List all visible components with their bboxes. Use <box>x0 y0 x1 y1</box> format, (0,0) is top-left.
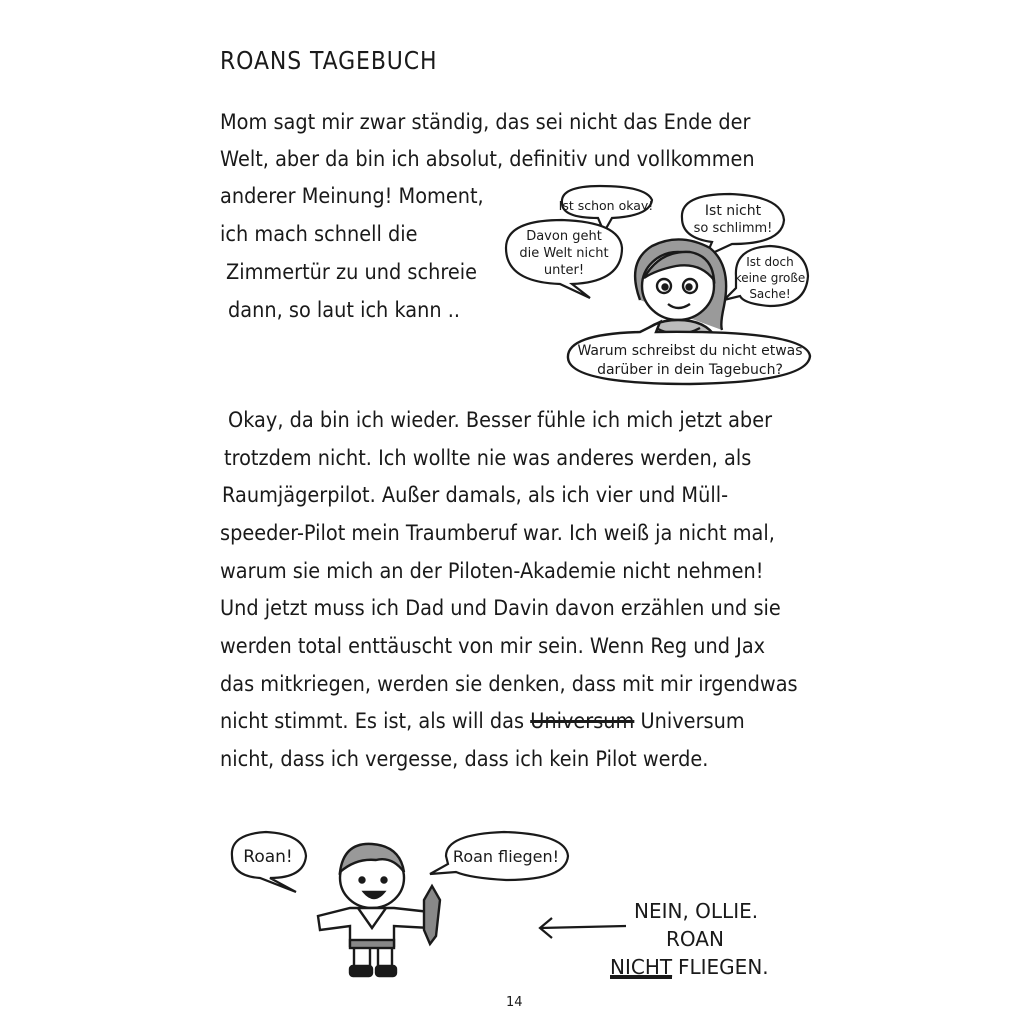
caption-line: NEIN, OLLIE. <box>634 899 759 923</box>
bubble-text: darüber in dein Tagebuch? <box>597 362 783 378</box>
text-line: Okay, da bin ich wieder. Besser fühle ich mich jetzt aber <box>228 408 773 432</box>
text-line: trotzdem nicht. Ich wollte nie was anderes werden, als <box>224 446 752 470</box>
caption-line: FLIEGEN. <box>678 955 769 979</box>
caption-line: ROAN <box>666 927 724 951</box>
bubble-text: so schlimm! <box>693 221 773 236</box>
text-line: Und jetzt muss ich Dad und Davin davon erzählen und sie <box>220 596 781 620</box>
bubble-text: Warum schreibst du nicht etwas <box>577 343 803 359</box>
crossed-out-word: Universum <box>530 709 635 733</box>
bubble-text: Ist doch <box>746 255 794 269</box>
bubble-text: Sache! <box>749 287 791 301</box>
bubble-text: unter! <box>543 263 585 278</box>
text-line: Zimmertür zu und schreie <box>226 260 478 284</box>
text-line: werden total enttäuscht von mir sein. Wenn Reg und Jax <box>220 634 766 658</box>
bubble-text: keine große <box>734 271 806 285</box>
speech-bubble <box>232 832 306 892</box>
arrow-icon <box>540 918 626 938</box>
speech-bubble <box>430 832 568 880</box>
caption-underlined-word: NICHT <box>610 955 673 979</box>
text-line: Raumjägerpilot. Außer damals, als ich vier und Müll- <box>222 483 729 507</box>
text-segment: nicht stimmt. Es ist, als will das <box>220 709 525 733</box>
text-line: dann, so laut ich kann .. <box>228 298 461 322</box>
text-segment: Universum <box>640 709 745 733</box>
bubble-text: Roan fliegen! <box>452 847 560 866</box>
bubble-text: Roan! <box>243 847 293 867</box>
bubble-text: die Welt nicht <box>519 246 609 261</box>
text-line: ich mach schnell die <box>220 222 418 246</box>
diary-heading: ROANS TAGEBUCH <box>220 46 438 75</box>
text-line: nicht, dass ich vergesse, dass ich kein Pilot werde. <box>220 747 709 771</box>
bubble-text: Ist schon okay! <box>558 198 654 213</box>
bubble-text: Ist nicht <box>704 203 762 219</box>
ollie-character <box>318 844 440 976</box>
text-line: Welt, aber da bin ich absolut, definitiv und vollkommen <box>220 147 755 171</box>
text-line: anderer Meinung! Moment, <box>220 184 484 208</box>
text-line: warum sie mich an der Piloten-Akademie nicht nehmen! <box>220 559 764 583</box>
text-line: Mom sagt mir zwar ständig, das sei nicht das Ende der <box>220 110 751 134</box>
text-line: das mitkriegen, werden sie denken, dass mit mir irgendwas <box>220 672 798 696</box>
bubble-text: Davon geht <box>526 229 602 244</box>
text-line: speeder-Pilot mein Traumberuf war. Ich weiß ja nicht mal, <box>220 521 775 545</box>
page-number: 14 <box>506 995 523 1010</box>
